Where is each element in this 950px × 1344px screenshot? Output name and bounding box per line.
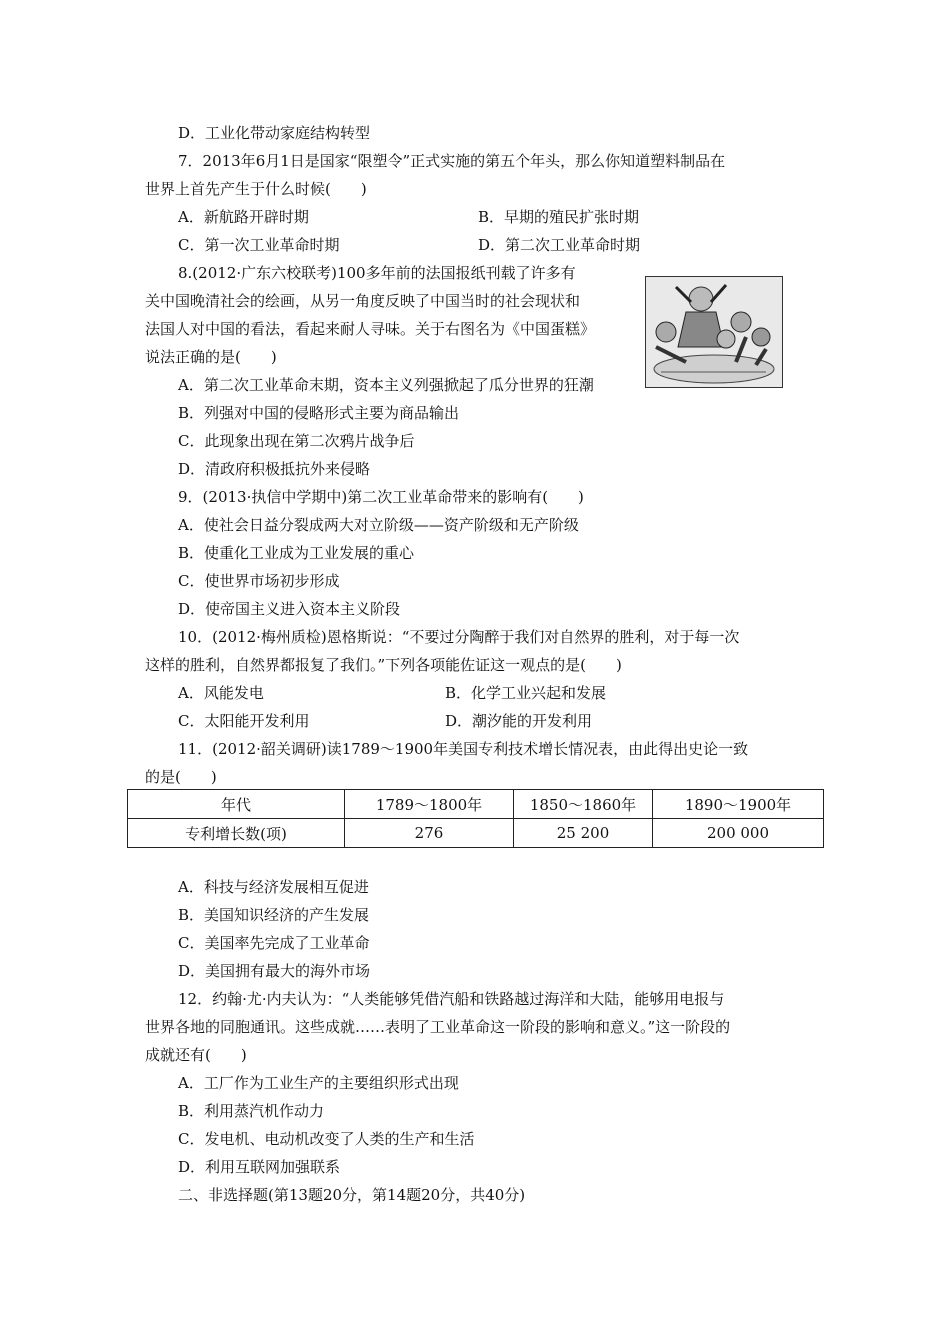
- q11-option-a: A．科技与经济发展相互促进: [178, 878, 369, 896]
- china-cake-cartoon-image: [645, 276, 783, 388]
- q7-option-d: D．第二次工业革命时期: [478, 236, 641, 254]
- q9-option-d: D．使帝国主义进入资本主义阶段: [178, 600, 401, 618]
- table-header-row: [128, 790, 824, 819]
- table-cell: 专利增长数(项): [128, 819, 345, 848]
- table-header-cell: 1789～1800年: [345, 790, 514, 819]
- q10-stem: 10．(2012·梅州质检)恩格斯说：“不要过分陶醉于我们对自然界的胜利，对于每一次: [178, 628, 740, 646]
- table-header-cell: 1890～1900年: [653, 790, 824, 819]
- q10-option-b: B．化学工业兴起和发展: [445, 684, 607, 702]
- q7-stem: 7．2013年6月1日是国家“限塑令”正式实施的第五个年头，那么你知道塑料制品在: [178, 152, 726, 170]
- q12-stem-2: 世界各地的同胞通讯。这些成就……表明了工业革命这一阶段的影响和意义。”这一阶段的: [145, 1018, 731, 1036]
- q8-stem-4: 说法正确的是( ): [145, 348, 277, 366]
- q8-option-c: C．此现象出现在第二次鸦片战争后: [178, 432, 415, 450]
- q12-option-b: B．利用蒸汽机作动力: [178, 1102, 325, 1120]
- q11-option-c: C．美国率先完成了工业革命: [178, 934, 370, 952]
- q12-stem-3: 成就还有( ): [145, 1046, 247, 1064]
- section-2-heading: 二、非选择题(第13题20分，第14题20分，共40分): [178, 1186, 526, 1204]
- q9-option-a: A．使社会日益分裂成两大对立阶级——资产阶级和无产阶级: [178, 516, 579, 534]
- q6-option-d: D．工业化带动家庭结构转型: [178, 124, 371, 142]
- q10-option-a: A．风能发电: [178, 684, 264, 702]
- patent-growth-table: [127, 789, 824, 848]
- q7-option-a: A．新航路开辟时期: [178, 208, 309, 226]
- q12-option-d: D．利用互联网加强联系: [178, 1158, 341, 1176]
- table-header-cell: 年代: [128, 790, 345, 819]
- q11-option-d: D．美国拥有最大的海外市场: [178, 962, 371, 980]
- q10-option-d: D．潮汐能的开发利用: [445, 712, 593, 730]
- q8-option-d: D．清政府积极抵抗外来侵略: [178, 460, 371, 478]
- table-cell: 200 000: [653, 819, 824, 848]
- q11-option-b: B．美国知识经济的产生发展: [178, 906, 370, 924]
- q7-option-c: C．第一次工业革命时期: [178, 236, 340, 254]
- q11-stem-cont: 的是( ): [145, 768, 217, 786]
- q9-option-c: C．使世界市场初步形成: [178, 572, 340, 590]
- q10-stem-cont: 这样的胜利，自然界都报复了我们。”下列各项能佐证这一观点的是( ): [145, 656, 622, 674]
- q8-stem: 8.(2012·广东六校联考)100多年前的法国报纸刊载了许多有: [178, 264, 576, 282]
- q7-stem-cont: 世界上首先产生于什么时候( ): [145, 180, 367, 198]
- q12-option-a: A．工厂作为工业生产的主要组织形式出现: [178, 1074, 459, 1092]
- q12-option-c: C．发电机、电动机改变了人类的生产和生活: [178, 1130, 475, 1148]
- q8-option-b: B．列强对中国的侵略形式主要为商品输出: [178, 404, 460, 422]
- q11-stem: 11．(2012·韶关调研)读1789～1900年美国专利技术增长情况表，由此得出史论一致: [178, 740, 749, 758]
- q7-option-b: B．早期的殖民扩张时期: [478, 208, 640, 226]
- table-cell: 276: [345, 819, 514, 848]
- q8-stem-2: 关中国晚清社会的绘画，从另一角度反映了中国当时的社会现状和: [145, 292, 581, 310]
- q8-stem-3: 法国人对中国的看法，看起来耐人寻味。关于右图名为《中国蛋糕》: [145, 320, 596, 338]
- q10-option-c: C．太阳能开发利用: [178, 712, 310, 730]
- q9-option-b: B．使重化工业成为工业发展的重心: [178, 544, 415, 562]
- table-row: [128, 819, 824, 848]
- q9-stem: 9．(2013·执信中学期中)第二次工业革命带来的影响有( ): [178, 488, 584, 506]
- table-cell: 25 200: [514, 819, 653, 848]
- q8-option-a: A．第二次工业革命末期，资本主义列强掀起了瓜分世界的狂潮: [178, 376, 594, 394]
- table-header-cell: 1850～1860年: [514, 790, 653, 819]
- q12-stem: 12．约翰·尤·内夫认为：“人类能够凭借汽船和铁路越过海洋和大陆，能够用电报与: [178, 990, 725, 1008]
